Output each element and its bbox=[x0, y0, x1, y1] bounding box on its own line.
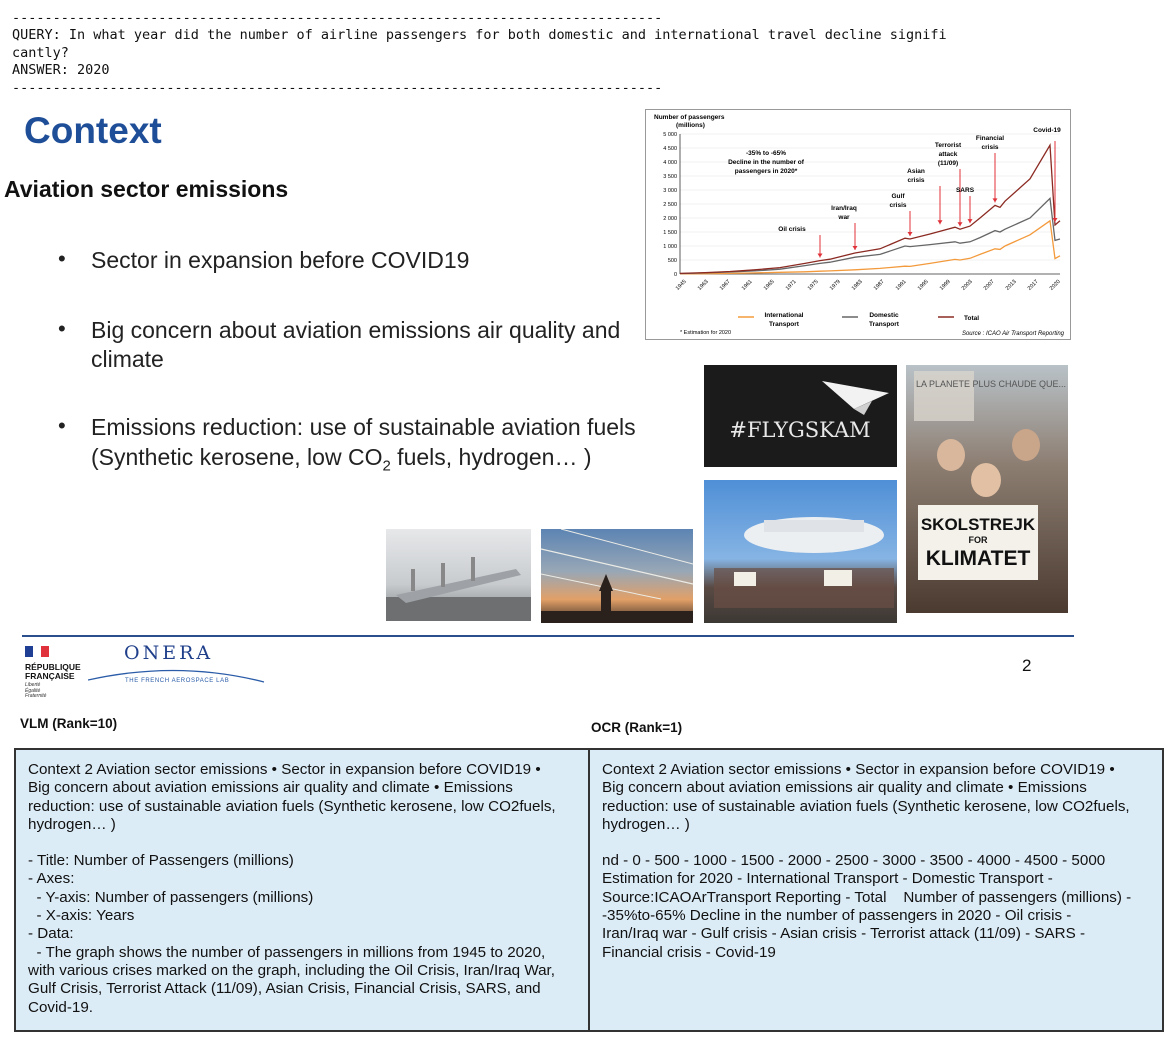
annot-covid: Covid-19 bbox=[1033, 127, 1061, 134]
paper-plane-icon bbox=[704, 365, 897, 467]
x-tick-label: 2007 bbox=[982, 278, 996, 292]
ocr-label: OCR (Rank=1) bbox=[591, 720, 683, 735]
y-tick-label: 500 bbox=[667, 258, 677, 264]
bullet-dot: • bbox=[58, 413, 66, 438]
onera-tagline: THE FRENCH AEROSPACE LAB bbox=[125, 678, 230, 684]
note-line-3: passengers in 2020* bbox=[734, 168, 798, 175]
vlm-paragraph-1: Context 2 Aviation sector emissions • Sector in expansion before COVID19 • Big concern about aviation emissions air quality and climate • Emissions reduction: use of sustainable aviation fuels (Synthetic kerosene, low CO2fuels, hydrogen… ) bbox=[28, 761, 556, 833]
onera-logo bbox=[88, 640, 266, 688]
series-line bbox=[680, 221, 1060, 274]
onera-wordmark: ONERA bbox=[124, 642, 214, 664]
arrow-head-icon bbox=[818, 254, 823, 258]
ocr-paragraph-1: Context 2 Aviation sector emissions • Sector in expansion before COVID19 • Big concern about aviation emissions air quality and climate • Emissions reduction: use of sustainable aviation fuels (Synthetic kerosene, low CO2fuels, hydrogen… ) bbox=[602, 761, 1130, 833]
bullet-3-line2: (Synthetic kerosene, low $CO_2$ fuels, hydrogen… ) bbox=[91, 444, 592, 475]
x-tick-label: 2003 bbox=[960, 278, 974, 292]
legend-intl-1: International bbox=[764, 312, 804, 319]
x-tick-label: 1987 bbox=[872, 278, 886, 292]
chart-source: Source : ICAO Air Transport Reporting bbox=[961, 331, 1064, 337]
passengers-chart bbox=[645, 109, 1071, 340]
x-tick-label: 2020 bbox=[1048, 278, 1062, 292]
vlm-panel bbox=[16, 750, 590, 1030]
x-tick-label: 1975 bbox=[806, 278, 820, 292]
annot-1109: (11/09) bbox=[937, 160, 959, 167]
query-block bbox=[12, 10, 1012, 97]
arrow-head-icon bbox=[968, 219, 973, 223]
ocr-panel bbox=[590, 750, 1162, 1030]
y-tick-label: 0 bbox=[673, 272, 677, 278]
legend-intl-2: Transport bbox=[769, 321, 799, 328]
bullet-dot: • bbox=[58, 246, 66, 271]
divider-bottom: -------------------------------------------------------------------------------- bbox=[12, 79, 663, 96]
motto-1: Liberté bbox=[25, 682, 41, 688]
flygskam-text: #FLYGSKAM bbox=[729, 418, 871, 442]
chart-svg bbox=[646, 110, 1070, 339]
legend-dom-1: Domestic bbox=[869, 312, 899, 319]
motto-2: Égalité bbox=[25, 687, 41, 694]
x-tick-label: 2017 bbox=[1026, 278, 1040, 292]
series-line bbox=[680, 198, 1060, 273]
parked-planes-image bbox=[386, 529, 531, 621]
y-tick-label: 2 500 bbox=[663, 202, 677, 208]
note-line-1: -35% to -65% bbox=[745, 150, 787, 157]
airport-protest-image bbox=[704, 480, 897, 623]
annot-attack: attack bbox=[938, 151, 958, 158]
republique-logo bbox=[25, 644, 81, 700]
sign-line-1: SKOLSTREJK bbox=[920, 515, 1036, 534]
annot-financial-crisis: crisis bbox=[981, 144, 999, 151]
vlm-paragraph-2: - Title: Number of Passengers (millions) - Axes: - Y-axis: Number of passengers (millions) - X-axis: Years - Data: - The graph shows the number of passengers in millions from 1945 to 2020, with various crises marked on the graph, including the Oil Crisis, Iran/Iraq War, Gulf Crisis, Terrorist Attack (11/09), Asian Crisis, Financial Crisis, SARS, and Covid-19. bbox=[28, 852, 555, 1016]
vlm-label: VLM (Rank=10) bbox=[20, 716, 118, 731]
contrails-sky-image bbox=[541, 529, 693, 623]
query-line-1: QUERY: In what year did the number of airline passengers for both domestic and international travel decline signifi bbox=[12, 27, 947, 43]
republique-line-2: FRANÇAISE bbox=[25, 671, 75, 681]
sign-line-2: FOR bbox=[968, 535, 988, 545]
annot-terrorist: Terrorist bbox=[934, 142, 962, 149]
protest-sign-image bbox=[906, 365, 1068, 613]
annot-asian: Asian bbox=[907, 168, 925, 175]
x-tick-label: 1945 bbox=[674, 278, 688, 292]
y-tick-label: 1 000 bbox=[663, 244, 677, 250]
protest-top-sign: LA PLANETE PLUS CHAUDE QUE... bbox=[916, 379, 1067, 389]
slide-title: Context bbox=[24, 110, 162, 151]
arrow-head-icon bbox=[908, 232, 913, 236]
bullet-dot: • bbox=[58, 316, 66, 341]
x-tick-label: 1999 bbox=[938, 278, 952, 292]
chart-footnote: * Estimation for 2020 bbox=[680, 330, 732, 336]
chart-ylabel-2: (millions) bbox=[676, 122, 705, 129]
annot-gulf: Gulf bbox=[891, 193, 905, 200]
x-tick-label: 2013 bbox=[1004, 278, 1018, 292]
slide-footer-line bbox=[22, 635, 1074, 637]
x-tick-label: 1983 bbox=[850, 278, 864, 292]
x-tick-label: 1965 bbox=[762, 278, 776, 292]
annot-oil-crisis: Oil crisis bbox=[778, 226, 806, 233]
arrow-head-icon bbox=[993, 198, 998, 202]
bullet-3-line1: Emissions reduction: use of sustainable aviation fuels bbox=[91, 414, 636, 440]
annot-iran-iraq: Iran/Iraq bbox=[831, 205, 857, 212]
chart-y-ticks bbox=[663, 132, 677, 278]
annot-war: war bbox=[838, 214, 850, 221]
chart-x-ticks bbox=[675, 279, 1062, 292]
note-line-2: Decline in the number of bbox=[728, 159, 804, 166]
arrow-head-icon bbox=[958, 222, 963, 226]
x-tick-label: 1991 bbox=[894, 278, 908, 292]
x-tick-label: 1967 bbox=[718, 278, 732, 292]
arrow-head-icon bbox=[853, 246, 858, 250]
motto-3: Fraternité bbox=[25, 693, 47, 699]
x-tick-label: 1971 bbox=[784, 278, 798, 292]
sign-line-3: KLIMATET bbox=[925, 547, 1031, 570]
annot-sars: SARS bbox=[955, 187, 975, 194]
y-tick-label: 3 500 bbox=[663, 174, 677, 180]
y-tick-label: 1 500 bbox=[663, 230, 677, 236]
y-tick-label: 2 000 bbox=[663, 216, 677, 222]
legend-dom-2: Transport bbox=[869, 321, 899, 328]
legend-total: Total bbox=[964, 315, 980, 322]
republique-line-1: RÉPUBLIQUE bbox=[25, 662, 81, 672]
x-tick-label: 1961 bbox=[740, 278, 754, 292]
divider-top: -------------------------------------------------------------------------------- bbox=[12, 10, 663, 26]
chart-arrows bbox=[818, 141, 1058, 258]
bullet-2-line1: Big concern about aviation emissions air quality and bbox=[91, 317, 621, 343]
french-flag-icon bbox=[25, 646, 49, 657]
annot-asian-crisis: crisis bbox=[907, 177, 925, 184]
comparison-panels bbox=[14, 748, 1164, 1032]
query-line-2: cantly? bbox=[12, 44, 69, 61]
arrow-head-icon bbox=[938, 220, 943, 224]
slide-subtitle: Aviation sector emissions bbox=[4, 176, 289, 202]
y-tick-label: 3 000 bbox=[663, 188, 677, 194]
x-tick-label: 1963 bbox=[696, 278, 710, 292]
annot-financial: Financial bbox=[975, 135, 1005, 142]
ocr-paragraph-2: nd - 0 - 500 - 1000 - 1500 - 2000 - 2500 - 3000 - 3500 - 4000 - 4500 - 5000 Estimation for 2020 - International Transport - Domestic Transport - Source:ICAOArTransport Reporting - Total Number of passengers (millions) - -35%to-65% Decline in the number of passengers in 2020 - Oil crisis - Iran/Iraq war - Gulf crisis - Asian crisis - Terrorist attack (11/09) - SARS - Financial crisis - Covid-19 bbox=[602, 852, 1132, 961]
x-tick-label: 1995 bbox=[916, 278, 930, 292]
annot-gulf-crisis: crisis bbox=[889, 202, 907, 209]
y-tick-label: 5 000 bbox=[663, 132, 677, 138]
chart-ylabel-1: Number of passengers bbox=[654, 114, 725, 121]
slide-page-number: 2 bbox=[1022, 656, 1032, 675]
flygskam-image bbox=[704, 365, 897, 467]
y-tick-label: 4 500 bbox=[663, 146, 677, 152]
x-tick-label: 1979 bbox=[828, 278, 842, 292]
y-tick-label: 4 000 bbox=[663, 160, 677, 166]
bullet-1-line1: Sector in expansion before COVID19 bbox=[91, 247, 470, 273]
answer-line: ANSWER: 2020 bbox=[12, 62, 110, 78]
bullet-2-line2: climate bbox=[91, 346, 164, 372]
